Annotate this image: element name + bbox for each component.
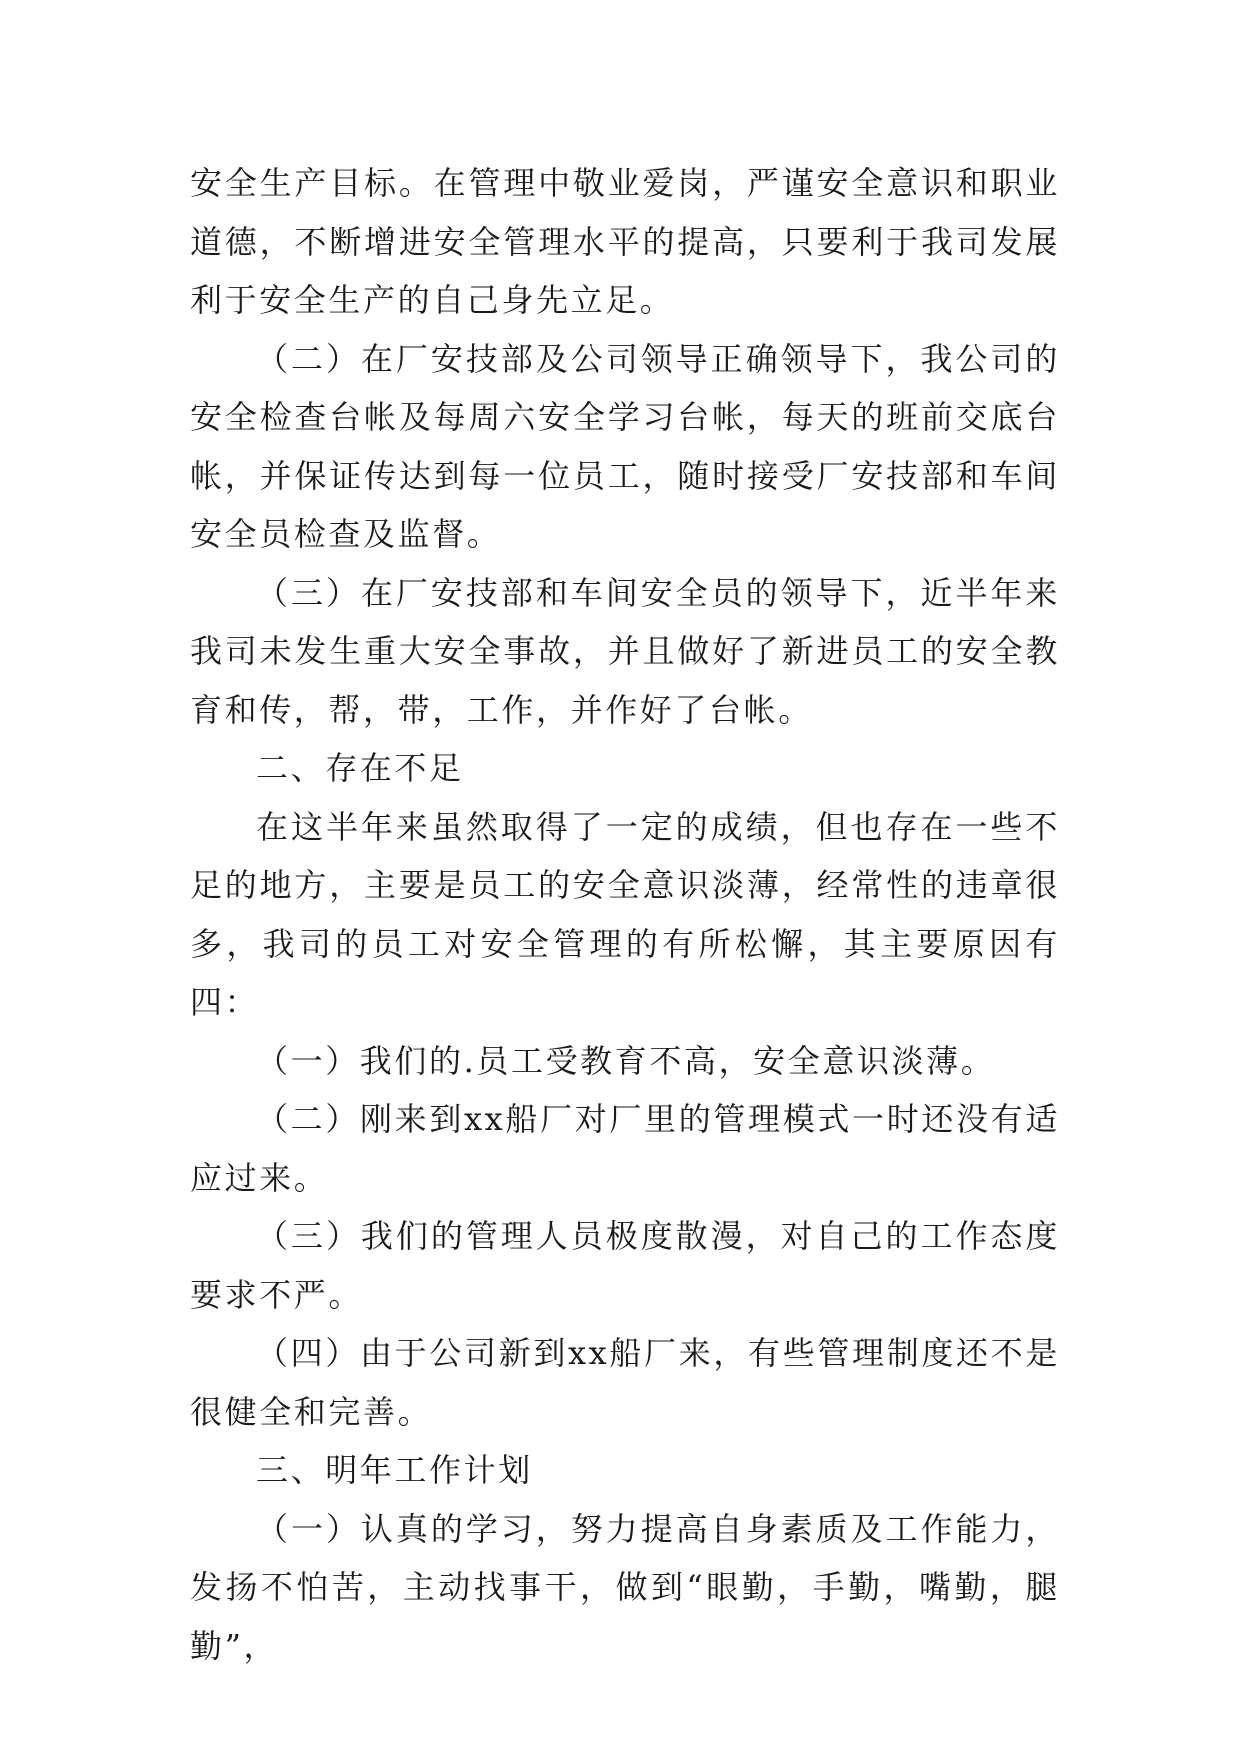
section-heading-plan: 三、明年工作计划 (256, 1451, 533, 1489)
paragraph-reason-3: （三）我们的管理人员极度散漫，对自己的工作态度要求不严。 (190, 1217, 1060, 1314)
paragraph-item-3: （三）在厂安技部和车间安全员的领导下，近半年来我司未发生重大安全事故，并且做好了新进员工的安全教育和传，帮，带，工作，并作好了台帐。 (190, 573, 1060, 729)
paragraph-item-2: （二）在厂安技部及公司领导正确领导下，我公司的安全检查台帐及每周六安全学习台帐，每天的班前交底台帐，并保证传达到每一位员工，随时接受厂安技部和车间安全员检查及监督。 (190, 339, 1060, 553)
paragraph-reason-1: （一）我们的.员工受教育不高，安全意识淡薄。 (256, 1041, 996, 1080)
paragraph-plan-1: （一）认真的学习，努力提高自身素质及工作能力，发扬不怕苦，主动找事干，做到“眼勤，手勤，嘴勤，腿勤”， (190, 1509, 1060, 1665)
paragraph-reason-4: （四）由于公司新到xx船厂来，有些管理制度还不是很健全和完善。 (190, 1334, 1060, 1431)
document-body (190, 154, 1060, 1675)
paragraph-shortcomings-intro: 在这半年来虽然取得了一定的成绩，但也存在一些不足的地方，主要是员工的安全意识淡薄，经常性的违章很多，我司的员工对安全管理的有所松懈，其主要原因有四： (190, 807, 1060, 1021)
paragraph-reason-2: （二）刚来到xx船厂对厂里的管理模式一时还没有适应过来。 (190, 1100, 1060, 1197)
section-heading-shortcomings: 二、存在不足 (256, 749, 464, 787)
paragraph-safety-goal: 安全生产目标。在管理中敬业爱岗，严谨安全意识和职业道德，不断增进安全管理水平的提高，只要利于我司发展利于安全生产的自己身先立足。 (190, 164, 1060, 319)
